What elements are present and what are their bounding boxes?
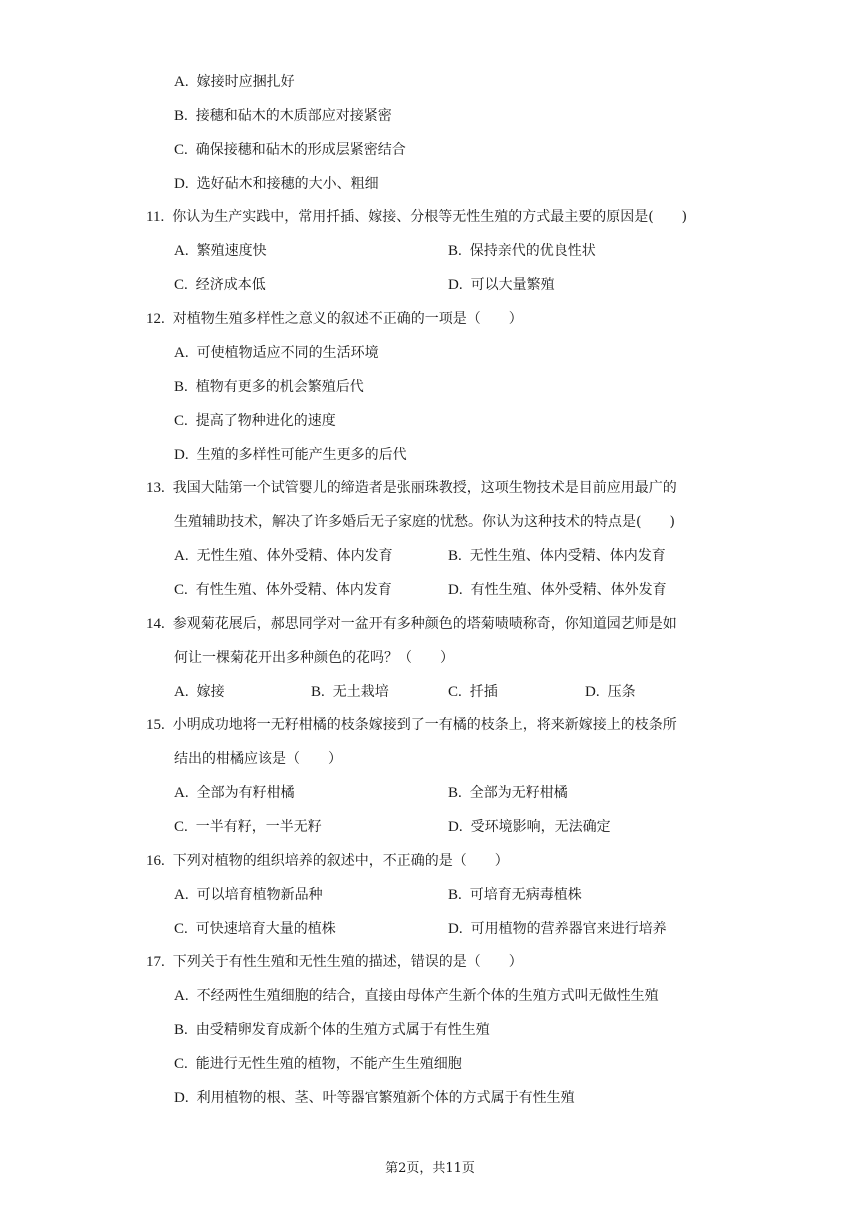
question-14: 14. 参观菊花展后，郝思同学对一盆开有多种颜色的塔菊啧啧称奇，你知道园艺师是如 xyxy=(146,616,677,632)
option-10-b: B. 接穗和砧木的木质部应对接紧密 xyxy=(174,108,392,124)
option-14-c: C. 扦插 xyxy=(448,684,498,700)
page-footer: 第2页，共11页 xyxy=(385,1161,475,1176)
option-15-b: B. 全部为无籽柑橘 xyxy=(448,785,568,801)
option-17-c: C. 能进行无性生殖的植物，不能产生生殖细胞 xyxy=(174,1056,462,1072)
option-17-a: A. 不经两性生殖细胞的结合，直接由母体产生新个体的生殖方式叫无做性生殖 xyxy=(174,988,659,1004)
option-12-a: A. 可使植物适应不同的生活环境 xyxy=(174,345,379,361)
question-15-continued: 结出的柑橘应该是（ ） xyxy=(174,751,342,767)
option-15-d: D. 受环境影响，无法确定 xyxy=(448,819,611,835)
option-14-b: B. 无土栽培 xyxy=(311,684,389,700)
question-15: 15. 小明成功地将一无籽柑橘的枝条嫁接到了一有橘的枝条上，将来新嫁接上的枝条所 xyxy=(146,717,677,733)
option-17-b: B. 由受精卵发育成新个体的生殖方式属于有性生殖 xyxy=(174,1022,490,1038)
option-16-d: D. 可用植物的营养器官来进行培养 xyxy=(448,921,667,937)
option-10-c: C. 确保接穗和砧木的形成层紧密结合 xyxy=(174,142,406,158)
option-11-c: C. 经济成本低 xyxy=(174,277,266,293)
option-17-d: D. 利用植物的根、茎、叶等器官繁殖新个体的方式属于有性生殖 xyxy=(174,1090,575,1106)
option-11-d: D. 可以大量繁殖 xyxy=(448,277,555,293)
option-13-a: A. 无性生殖、体外受精、体内发育 xyxy=(174,548,393,564)
question-13: 13. 我国大陆第一个试管婴儿的缔造者是张丽珠教授，这项生物技术是目前应用最广的 xyxy=(146,480,677,496)
option-12-d: D. 生殖的多样性可能产生更多的后代 xyxy=(174,447,407,463)
option-13-b: B. 无性生殖、体内受精、体内发育 xyxy=(448,548,666,564)
question-17: 17. 下列关于有性生殖和无性生殖的描述，错误的是（ ） xyxy=(146,954,523,970)
option-10-a: A. 嫁接时应捆扎好 xyxy=(174,74,295,90)
option-11-b: B. 保持亲代的优良性状 xyxy=(448,243,596,259)
option-12-b: B. 植物有更多的机会繁殖后代 xyxy=(174,379,364,395)
question-16: 16. 下列对植物的组织培养的叙述中，不正确的是（ ） xyxy=(146,853,509,869)
option-12-c: C. 提高了物种进化的速度 xyxy=(174,413,336,429)
option-16-c: C. 可快速培育大量的植株 xyxy=(174,921,336,937)
option-15-a: A. 全部为有籽柑橘 xyxy=(174,785,295,801)
option-14-a: A. 嫁接 xyxy=(174,684,225,700)
option-16-a: A. 可以培育植物新品种 xyxy=(174,887,323,903)
option-14-d: D. 压条 xyxy=(585,684,636,700)
question-14-continued: 何让一棵菊花开出多种颜色的花吗？（ ） xyxy=(174,650,454,666)
question-13-continued: 生殖辅助技术，解决了许多婚后无子家庭的忧愁。你认为这种技术的特点是( ) xyxy=(174,514,675,530)
option-10-d: D. 选好砧木和接穗的大小、粗细 xyxy=(174,176,379,192)
option-13-d: D. 有性生殖、体外受精、体外发育 xyxy=(448,582,667,598)
option-16-b: B. 可培育无病毒植株 xyxy=(448,887,582,903)
option-15-c: C. 一半有籽，一半无籽 xyxy=(174,819,322,835)
question-12: 12. 对植物生殖多样性之意义的叙述不正确的一项是（ ） xyxy=(146,311,523,327)
option-13-c: C. 有性生殖、体外受精、体内发育 xyxy=(174,582,392,598)
option-11-a: A. 繁殖速度快 xyxy=(174,243,267,259)
question-11: 11. 你认为生产实践中，常用扦插、嫁接、分根等无性生殖的方式最主要的原因是( ) xyxy=(146,209,688,225)
